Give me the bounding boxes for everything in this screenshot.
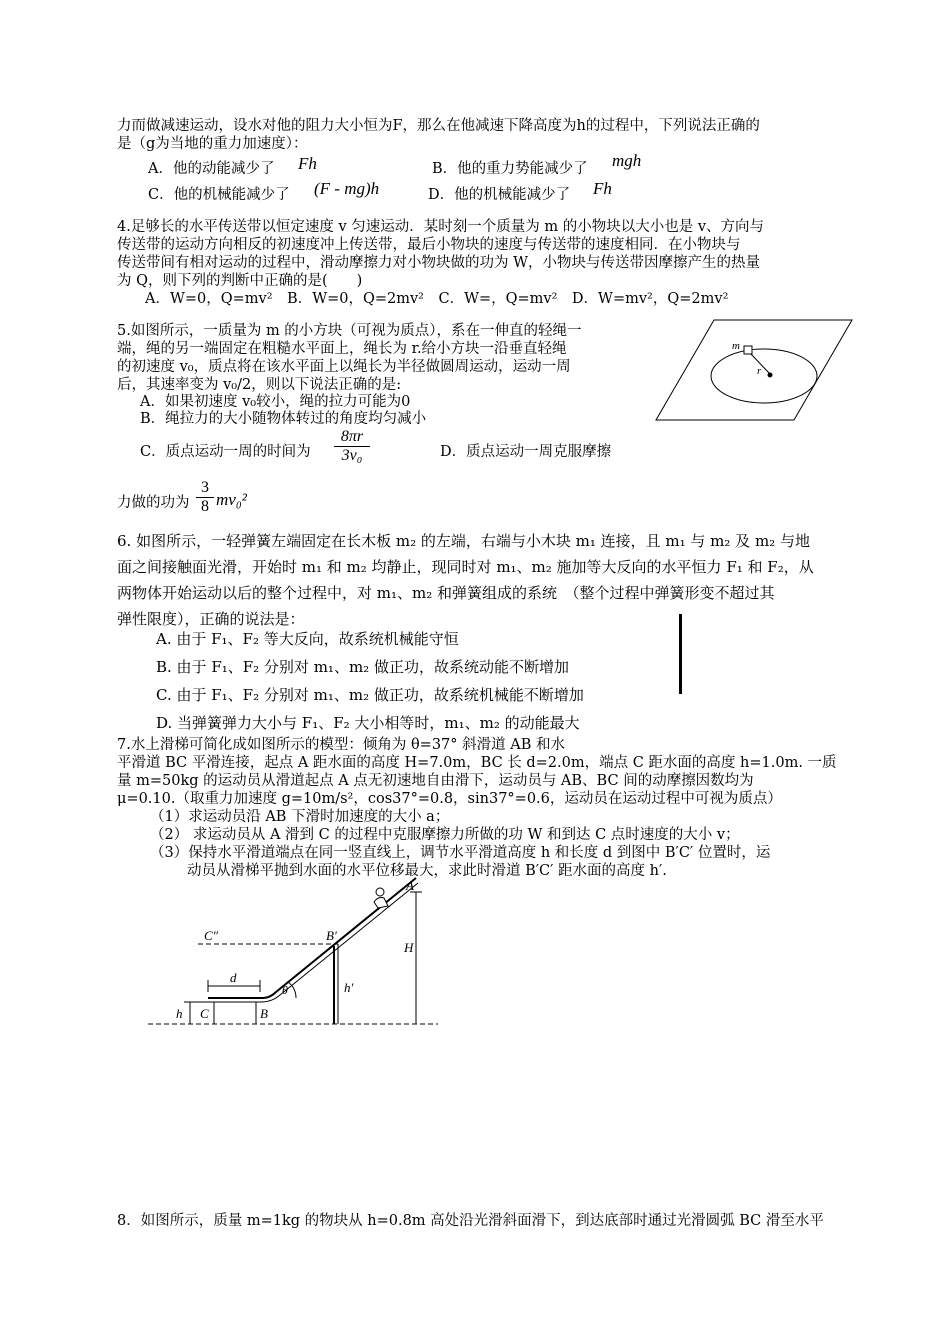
q6-option-b: B. 由于 F₁、F₂ 分别对 m₁、m₂ 做正功，故系统动能不断增加 bbox=[156, 658, 569, 676]
q7-sub3b: 动员从滑梯平抛到水面的水平位移最大，求此时滑道 B′C′ 距水面的高度 h′. bbox=[187, 863, 667, 879]
q7-label-h-small: h bbox=[176, 1006, 183, 1021]
q5-option-c-denominator: 3v₀ bbox=[334, 446, 370, 465]
q5-figure bbox=[654, 318, 854, 428]
q5-circle-path bbox=[711, 349, 817, 403]
q7-label-b: B bbox=[260, 1006, 268, 1021]
q3-option-d: D．他的机械能减少了 bbox=[428, 187, 571, 203]
q7-label-d: d bbox=[230, 970, 237, 985]
q3-line2: 是（g为当地的重力加速度）： bbox=[117, 136, 308, 152]
q6-option-c: C. 由于 F₁、F₂ 分别对 m₁、m₂ 做正功，故系统机械能不断增加 bbox=[156, 686, 584, 704]
q3-option-a: A．他的动能减少了 bbox=[148, 161, 275, 177]
q6-option-d: D. 当弹簧弹力大小与 F₁、F₂ 大小相等时，m₁、m₂ 的动能最大 bbox=[156, 714, 580, 732]
q4-line1: 4.足够长的水平传送带以恒定速度 v 匀速运动．某时刻一个质量为 m 的小物块以大小也是 v、方向与 bbox=[117, 219, 765, 235]
q7-sub3a: （3）保持水平滑道端点在同一竖直线上，调节水平滑道高度 h 和长度 d 到图中 B′C′ 位置时，运 bbox=[150, 845, 771, 861]
q3-option-a-expr: Fh bbox=[298, 154, 317, 173]
q3-option-c-expr: (F - mg)h bbox=[314, 179, 380, 198]
q5-continuation: 力做的功为 bbox=[117, 495, 190, 511]
q5-label-m: m bbox=[732, 340, 740, 352]
q5-option-b: B．绳拉力的大小随物体转过的角度均匀减小 bbox=[140, 411, 427, 427]
q5-work-tail: mv₀² bbox=[216, 490, 247, 509]
q5-line3: 的初速度 v₀，质点将在该水平面上以绳长为半径做圆周运动，运动一周 bbox=[117, 359, 571, 375]
q7-label-theta: θ bbox=[282, 983, 288, 997]
q6-line3: 两物体开始运动以后的整个过程中，对 m₁、m₂ 和弹簧组成的系统 （整个过程中弹簧形变不超过其 bbox=[117, 584, 775, 602]
q7-sub2: （2） 求运动员从 A 滑到 C 的过程中克服摩擦力所做的功 W 和到达 C 点时速度的大小 v； bbox=[150, 827, 740, 843]
q5-option-c-fraction bbox=[334, 428, 370, 465]
q5-work-denominator: 8 bbox=[196, 497, 214, 516]
q6-line4: 弹性限度），正确的说法是： bbox=[117, 610, 305, 628]
q6-line1: 6. 如图所示，一轻弹簧左端固定在长木板 m₂ 的左端，右端与小木块 m₁ 连接，且 m₁ 与 m₂ 及 m₂ 与地 bbox=[117, 532, 810, 550]
q6-line2: 面之间接触面光滑，开始时 m₁ 和 m₂ 均静止，现同时对 m₁、m₂ 施加等大反向的水平恒力 F₁ 和 F₂，从 bbox=[117, 558, 814, 576]
q3-option-b: B．他的重力势能减少了 bbox=[432, 161, 588, 177]
q5-line1: 5.如图所示，一质量为 m 的小方块（可视为质点），系在一伸直的轻绳一 bbox=[117, 323, 582, 339]
q5-work-numerator: 3 bbox=[201, 479, 209, 496]
q6-option-a: A. 由于 F₁、F₂ 等大反向，故系统机械能守恒 bbox=[156, 630, 459, 648]
q3-option-c: C．他的机械能减少了 bbox=[148, 187, 290, 203]
q3-option-b-expr: mgh bbox=[612, 151, 642, 170]
q5-block bbox=[744, 346, 752, 354]
q7-line2: 平滑道 BC 平滑连接，起点 A 距水面的高度 H=7.0m，BC 长 d=2.0m，端点 C 距水面的高度 h=1.0m. 一质 bbox=[117, 755, 837, 771]
q4-options: A．W=0，Q=mv² B．W=0，Q=2mv² C．W=，Q=mv² D．W=mv²，Q=2mv² bbox=[145, 291, 729, 307]
q5-plane bbox=[656, 320, 852, 420]
q4-line4: 为 Q，则下列的判断中正确的是( ) bbox=[117, 273, 363, 289]
q7-label-b-prime: B′ bbox=[326, 928, 337, 943]
q5-label-r: r bbox=[757, 365, 762, 377]
q7-person-body bbox=[374, 898, 388, 909]
q7-figure bbox=[148, 878, 438, 1038]
q7-label-c: C bbox=[200, 1006, 209, 1021]
q5-option-d: D．质点运动一周克服摩擦 bbox=[440, 444, 612, 460]
q7-label-h-prime: h′ bbox=[344, 980, 354, 995]
q4-line2: 传送带的运动方向相反的初速度冲上传送带，最后小物块的速度与传送带的速度相同．在小物块与 bbox=[117, 237, 741, 253]
q7-label-a: A bbox=[406, 878, 414, 893]
q7-line1: 7.水上滑梯可简化成如图所示的模型：倾角为 θ=37° 斜滑道 AB 和水 bbox=[117, 737, 565, 753]
q7-theta-arc bbox=[288, 982, 296, 998]
q7-line4: μ=0.10.（取重力加速度 g=10m/s²，cos37°=0.8，sin37°=0.6，运动员在运动过程中可视为质点） bbox=[117, 791, 782, 807]
q8-line1: 8．如图所示，质量 m=1kg 的物块从 h=0.8m 高处沿光滑斜面滑下，到达底部时通过光滑圆弧 BC 滑至水平 bbox=[117, 1213, 824, 1229]
q4-line3: 传送带间有相对运动的过程中，滑动摩擦力对小物块做的功为 W，小物块与传送带因摩擦产生的热量 bbox=[117, 255, 761, 271]
q3-line1: 力而做减速运动，设水对他的阻力大小恒为F，那么在他减速下降高度为h的过程中，下列说法正确的 bbox=[117, 118, 760, 134]
q3-option-d-expr: Fh bbox=[593, 179, 612, 198]
q5-line2: 端，绳的另一端固定在粗糙水平面上，绳长为 r.给小方块一沿垂直轻绳 bbox=[117, 341, 567, 357]
q5-option-c: C．质点运动一周的时间为 bbox=[140, 444, 311, 460]
q7-label-c-double-prime: C″ bbox=[204, 928, 219, 943]
q7-person-head bbox=[376, 888, 384, 896]
q5-option-c-numerator: 8πr bbox=[340, 428, 364, 445]
q5-option-a: A．如果初速度 v₀较小，绳的拉力可能为0 bbox=[140, 394, 411, 410]
q6-divider-bar bbox=[679, 614, 682, 694]
q5-center-point bbox=[768, 373, 773, 378]
q7-line3: 量 m=50kg 的运动员从滑道起点 A 点无初速地自由滑下，运动员与 AB、BC 间的动摩擦因数均为 bbox=[117, 773, 754, 789]
q5-work-fraction bbox=[196, 479, 214, 516]
q7-incline bbox=[263, 878, 416, 998]
q7-label-h-big: H bbox=[404, 940, 414, 955]
q5-line4: 后，其速率变为 v₀/2，则以下说法正确的是: bbox=[117, 377, 402, 393]
q7-sub1: （1）求运动员沿 AB 下滑时加速度的大小 a； bbox=[150, 809, 450, 825]
